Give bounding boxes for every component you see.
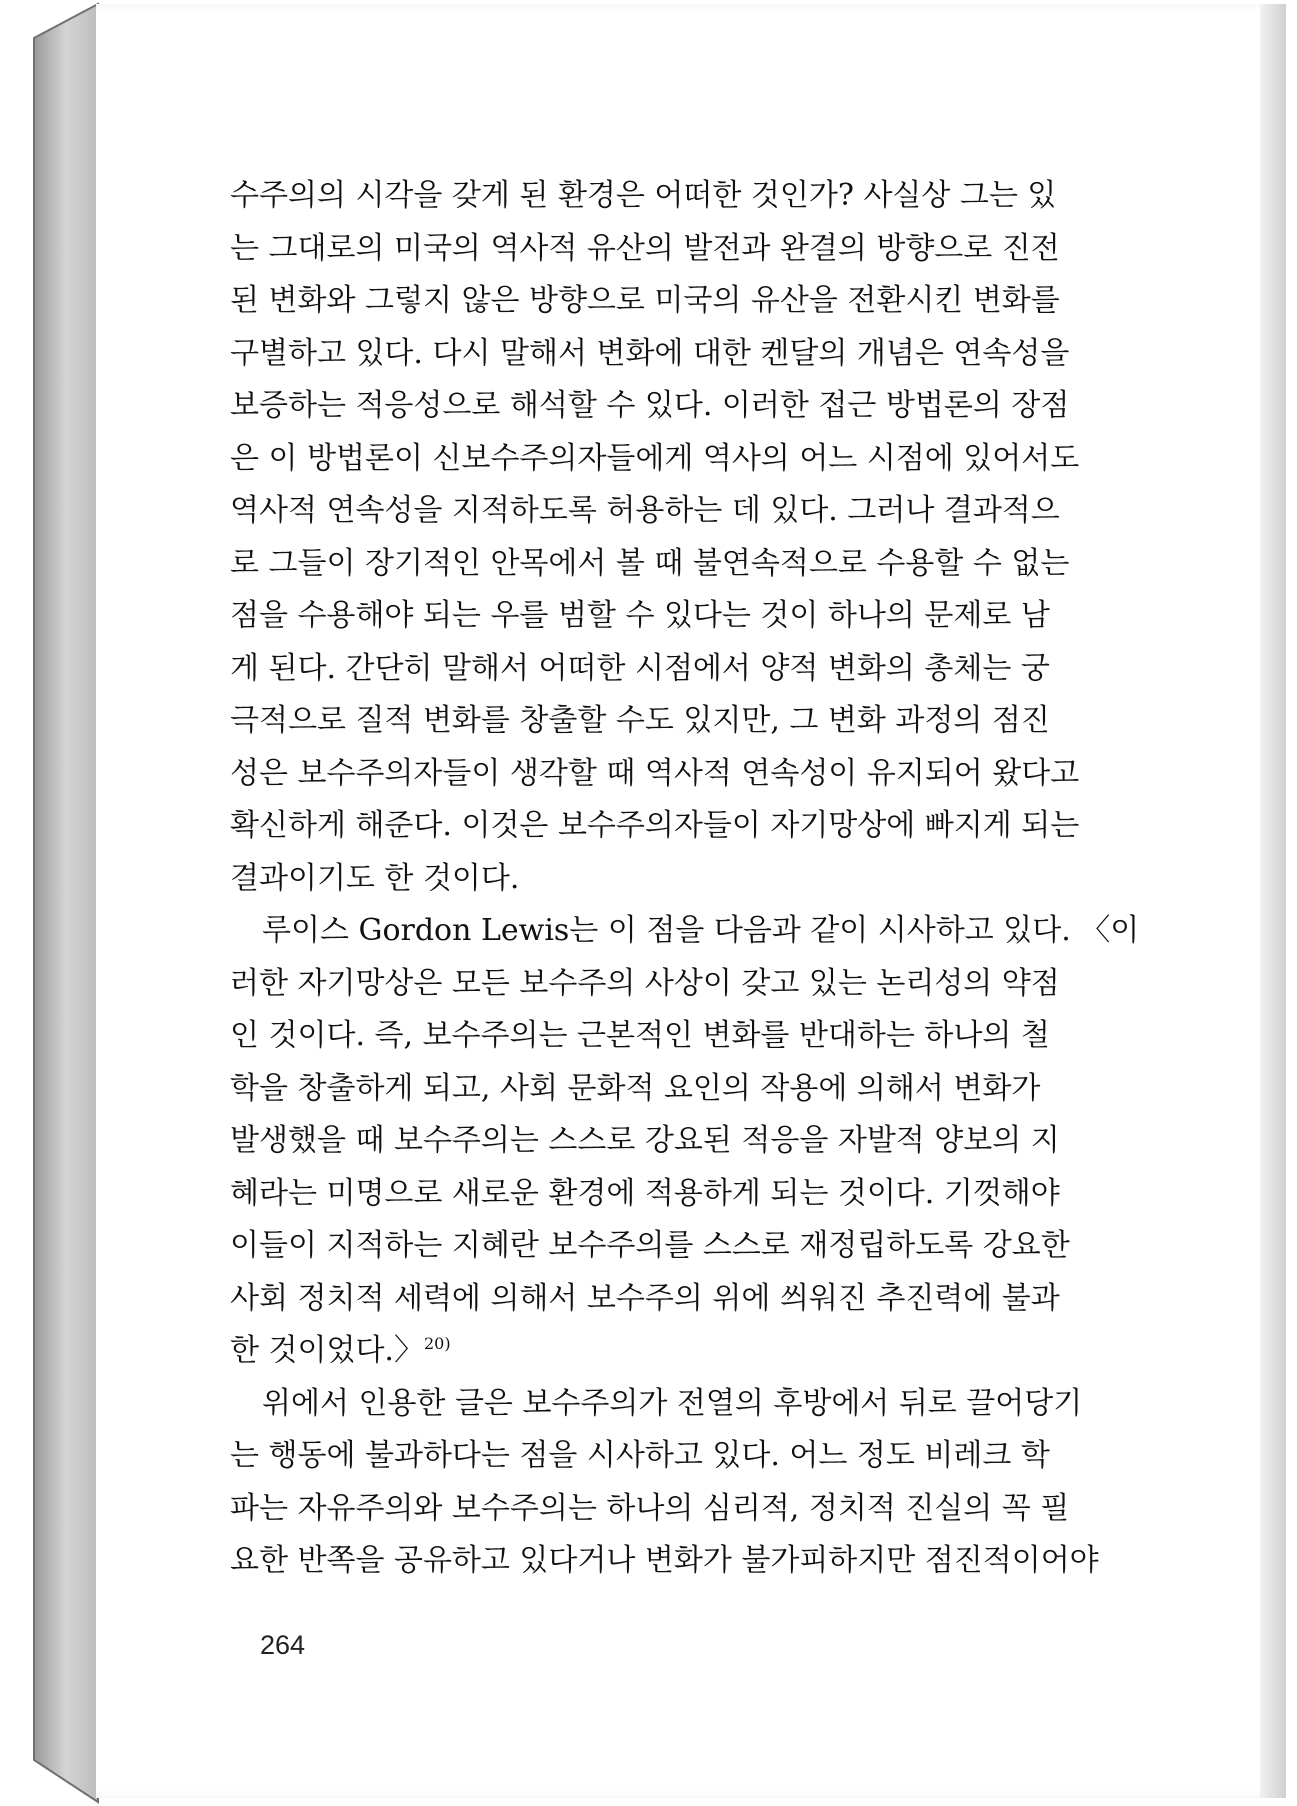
text-line: 혜라는 미명으로 새로운 환경에 적용하게 되는 것이다. 기껏해야 <box>230 1175 1060 1211</box>
text-line: 요한 반쪽을 공유하고 있다거나 변화가 불가피하지만 점진적이어야 <box>230 1543 1099 1578</box>
text-line: 극적으로 질적 변화를 창출할 수도 있지만, 그 변화 과정의 점진 <box>230 703 1050 738</box>
text-line: 게 된다. 간단히 말해서 어떠한 시점에서 양적 변화의 총체는 궁 <box>230 650 1050 686</box>
text-line: 수주의의 시각을 갖게 된 환경은 어떠한 것인가? 사실상 그는 있 <box>230 178 1057 213</box>
text-line: 점을 수용해야 되는 우를 범할 수 있다는 것이 하나의 문제로 남 <box>230 598 1050 633</box>
text-line: 러한 자기망상은 모든 보수주의 사상이 갖고 있는 논리성의 약점 <box>230 965 1060 1001</box>
text-line-content: 한 것이었다.〉 <box>230 1333 424 1368</box>
text-line: 는 그대로의 미국의 역사적 유산의 발전과 완결의 방향으로 진전 <box>230 230 1060 266</box>
paragraph-1 <box>230 170 1160 905</box>
footnote-marker: 20) <box>423 1334 451 1353</box>
text-line: 이들이 지적하는 지혜란 보수주의를 스스로 재정립하도록 강요한 <box>230 1228 1070 1263</box>
text-line: 은 이 방법론이 신보수주의자들에게 역사의 어느 시점에 있어서도 <box>230 440 1080 476</box>
text-line <box>230 1325 1160 1378</box>
paragraph-3 <box>230 1378 1160 1588</box>
text-line: 위에서 인용한 글은 보수주의가 전열의 후방에서 뒤로 끌어당기 <box>262 1385 1083 1421</box>
text-line: 역사적 연속성을 지적하도록 허용하는 데 있다. 그러나 결과적으 <box>230 493 1060 528</box>
text-line: 로 그들이 장기적인 안목에서 볼 때 불연속적으로 수용할 수 없는 <box>230 545 1070 581</box>
text-line: 인 것이다. 즉, 보수주의는 근본적인 변화를 반대하는 하나의 철 <box>230 1018 1050 1053</box>
text-line: 파는 자유주의와 보수주의는 하나의 심리적, 정치적 진실의 꼭 필 <box>230 1490 1070 1526</box>
text-line: 된 변화와 그렇지 않은 방향으로 미국의 유산을 전환시킨 변화를 <box>230 283 1060 318</box>
body-text <box>230 170 1160 1588</box>
text-line: 성은 보수주의자들이 생각할 때 역사적 연속성이 유지되어 왔다고 <box>230 755 1080 791</box>
text-line: 보증하는 적응성으로 해석할 수 있다. 이러한 접근 방법론의 장점 <box>230 388 1070 423</box>
book-spine <box>0 0 100 1806</box>
text-line: 사회 정치적 세력에 의해서 보수주의 위에 씌워진 추진력에 불과 <box>230 1280 1060 1316</box>
page-edge-shadow <box>1260 4 1286 1798</box>
page-number: 264 <box>260 1630 306 1660</box>
paragraph-2 <box>230 905 1160 1378</box>
text-line: 발생했을 때 보수주의는 스스로 강요된 적응을 자발적 양보의 지 <box>230 1123 1060 1158</box>
text-line: 는 행동에 불과하다는 점을 시사하고 있다. 어느 정도 비레크 학 <box>230 1438 1050 1473</box>
text-line: 결과이기도 한 것이다. <box>230 860 520 896</box>
text-line: 확신하게 해준다. 이것은 보수주의자들이 자기망상에 빠지게 되는 <box>230 808 1080 843</box>
text-line: 학을 창출하게 되고, 사회 문화적 요인의 작용에 의해서 변화가 <box>230 1070 1041 1106</box>
text-line: 구별하고 있다. 다시 말해서 변화에 대한 켄달의 개념은 연속성을 <box>230 335 1070 371</box>
text-line: 루이스 Gordon Lewis는 이 점을 다음과 같이 시사하고 있다. 〈이 <box>262 913 1140 948</box>
